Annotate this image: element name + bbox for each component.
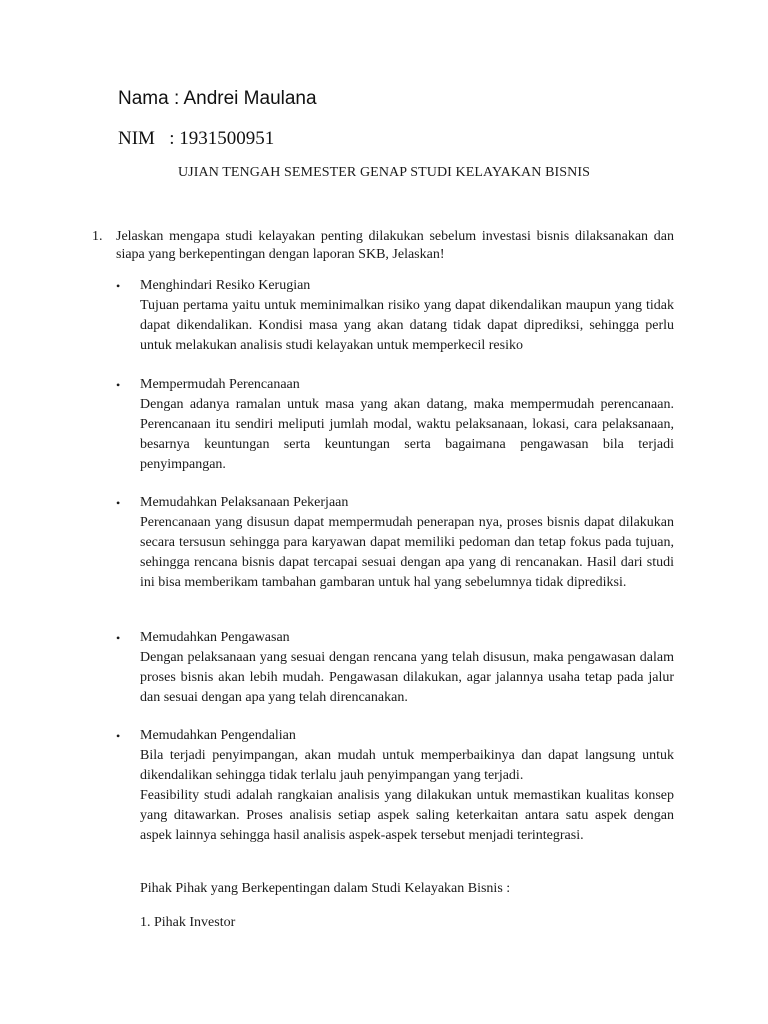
bullet-body	[140, 395, 674, 475]
bullet-paragraph: Dengan pelaksanaan yang sesuai dengan rencana yang telah disusun, maka pengawasan dalam proses bisnis akan lebih mudah. Pengawasan dilakukan, agar jalannya usaha tetap pada jalur dan sesuai dengan apa yang telah direncanakan.	[140, 650, 674, 705]
stakeholders-heading: Pihak Pihak yang Berkepentingan dalam Studi Kelayakan Bisnis :	[140, 881, 511, 896]
bullet-heading: Memudahkan Pelaksanaan Pekerjaan	[140, 495, 349, 510]
bullet-paragraph: Perencanaan yang disusun dapat mempermudah penerapan nya, proses bisnis dapat dilakukan secara tersusun sehingga para karyawan dapat memiliki pedoman dan tetap fokus pada tujuan, sehingga rencana bisnis dapat tercapai sesuai dengan apa yang di rencanakan. Hasil dari studi ini bisa memberikam tambahan gambaran untuk hal yang sebelumnya tidak diprediksi.	[140, 515, 674, 590]
bullet-dot-icon: •	[116, 279, 121, 293]
bullet-paragraph: Feasibility studi adalah rangkaian analisis yang dilakukan untuk memastikan kualitas konsep yang ditawarkan. Proses analisis setiap aspek saling keterkaitan antara satu aspek dengan aspek lainnya sehingga hasil analisis aspek-aspek tersebut menjadi terintegrasi.	[140, 788, 674, 843]
bullet-item	[116, 726, 674, 846]
bullet-dot-icon: •	[116, 378, 121, 392]
bullet-item	[116, 276, 674, 356]
bullet-item	[116, 375, 674, 475]
question-1	[92, 228, 674, 264]
bullet-heading: Memudahkan Pengawasan	[140, 630, 290, 645]
bullet-paragraph: Dengan adanya ramalan untuk masa yang akan datang, maka mempermudah perencanaan. Perencanaan itu sendiri meliputi jumlah modal, waktu pelaksanaan, lokasi, cara pelaksanaan, besarnya keuntungan serta keuntungan serta bagaimana pengawasan bila terjadi penyimpangan.	[140, 397, 674, 472]
bullet-heading: Memudahkan Pengendalian	[140, 728, 296, 743]
bullet-dot-icon: •	[116, 729, 121, 743]
stakeholder-item: 1. Pihak Investor	[140, 915, 236, 930]
bullet-body	[140, 648, 674, 708]
bullet-heading: Mempermudah Perencanaan	[140, 377, 300, 392]
bullet-item	[116, 628, 674, 708]
bullet-body	[140, 296, 674, 356]
question-number: 1.	[92, 229, 103, 244]
bullet-body	[140, 513, 674, 593]
student-name: Nama : Andrei Maulana	[118, 88, 317, 109]
bullet-dot-icon: •	[116, 496, 121, 510]
student-nim: NIM : 1931500951	[118, 128, 275, 149]
bullet-heading: Menghindari Resiko Kerugian	[140, 278, 311, 293]
question-text: Jelaskan mengapa studi kelayakan penting dilakukan sebelum investasi bisnis dilaksanakan dan siapa yang berkepentingan dengan laporan SKB, Jelaskan!	[116, 229, 674, 262]
exam-title: UJIAN TENGAH SEMESTER GENAP STUDI KELAYAKAN BISNIS	[177, 165, 591, 180]
bullet-item	[116, 493, 674, 593]
bullet-body	[140, 746, 674, 846]
bullet-paragraph: Tujuan pertama yaitu untuk meminimalkan risiko yang dapat dikendalikan maupun yang tidak dapat dikendalikan. Kondisi masa yang akan datang tidak dapat diprediksi, sehingga perlu untuk melakukan analisis studi kelayakan untuk memperkecil resiko	[140, 298, 674, 353]
bullet-paragraph: Bila terjadi penyimpangan, akan mudah untuk memperbaikinya dan dapat langsung untuk dikendalikan sehingga tidak terlalu jauh penyimpangan yang terjadi.	[140, 748, 674, 783]
bullet-dot-icon: •	[116, 631, 121, 645]
